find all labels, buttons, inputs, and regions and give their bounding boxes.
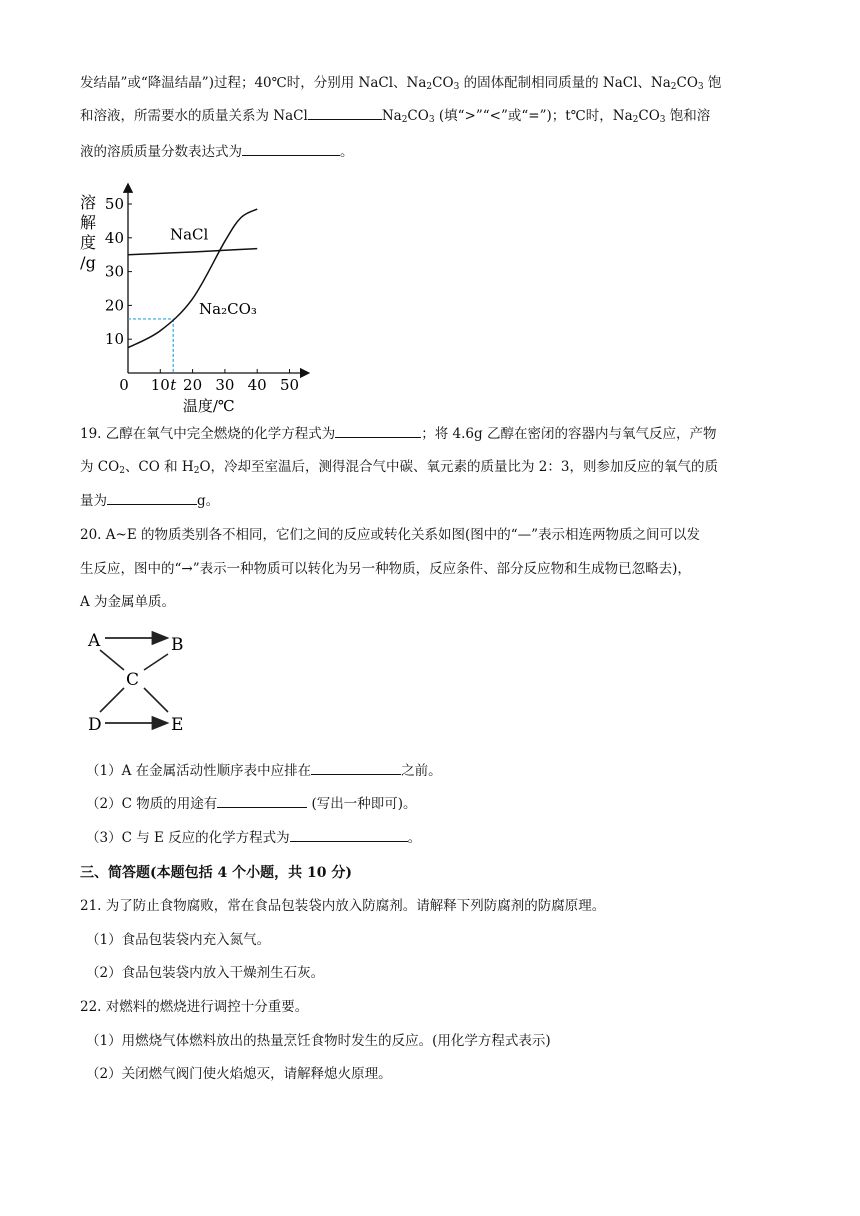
q19-line-3 bbox=[80, 492, 219, 510]
q20-line-1: 20. A~E 的物质类别各不相同，它们之间的反应或转化关系如图(图中的“—”表示相连两物质之间可以发 bbox=[80, 527, 701, 543]
q20-text: 。 bbox=[407, 830, 422, 846]
answer-blank[interactable] bbox=[107, 492, 197, 505]
y-tick-label: 20 bbox=[104, 296, 124, 315]
y-tick-label: 30 bbox=[104, 262, 124, 281]
intro-text: 。 bbox=[340, 144, 354, 160]
q19-text: 为 CO bbox=[80, 459, 120, 475]
subscript: 2 bbox=[426, 82, 433, 92]
q20-text: 之前。 bbox=[401, 763, 442, 779]
intro-text: CO bbox=[676, 75, 698, 91]
x-tick-label: 10 bbox=[150, 376, 170, 394]
node-d: D bbox=[88, 715, 102, 735]
subscript: 2 bbox=[193, 466, 200, 476]
y-axis-label: 度 bbox=[79, 233, 97, 252]
q20-line-3: A 为金属单质。 bbox=[80, 594, 176, 610]
x-tick-label: 40 bbox=[247, 376, 267, 394]
t-guide-lines bbox=[128, 319, 173, 373]
subscript: 2 bbox=[670, 82, 677, 92]
intro-line-3 bbox=[80, 143, 354, 161]
x-tick-label: 20 bbox=[183, 376, 203, 394]
subscript: 3 bbox=[428, 115, 435, 125]
intro-text: 饱 bbox=[703, 75, 722, 91]
q21-sub-1: （1）食品包装袋内充入氮气。 bbox=[86, 932, 271, 948]
chart-axes bbox=[128, 185, 308, 373]
intro-text: CO bbox=[407, 108, 429, 124]
solubility-chart bbox=[76, 168, 326, 416]
intro-text: CO bbox=[432, 75, 454, 91]
x-tick-label: t bbox=[170, 376, 177, 394]
answer-blank[interactable] bbox=[311, 762, 401, 775]
nacl-curve bbox=[128, 249, 257, 255]
node-c: C bbox=[126, 670, 140, 690]
q19-text: 、CO 和 H bbox=[124, 459, 194, 475]
q20-sub-3 bbox=[86, 829, 421, 847]
q19-text: ；将 4.6g 乙醇在密闭的容器内与氧气反应，产物 bbox=[421, 426, 717, 442]
answer-blank[interactable] bbox=[242, 143, 340, 156]
intro-line-1 bbox=[80, 74, 721, 92]
q20-text: (写出一种即可)。 bbox=[307, 796, 417, 812]
link-b-c bbox=[144, 654, 168, 670]
x-tick-label: 0 bbox=[119, 376, 129, 394]
y-axis-label: 解 bbox=[79, 213, 97, 232]
node-a: A bbox=[88, 631, 101, 651]
q22-text: 22. 对燃料的燃烧进行调控十分重要。 bbox=[80, 999, 309, 1015]
intro-text: 液的溶质质量分数表达式为 bbox=[80, 144, 242, 160]
node-b: B bbox=[171, 635, 184, 655]
subscript: 3 bbox=[453, 82, 460, 92]
link-c-e bbox=[144, 688, 168, 712]
q19-text: 19. 乙醇在氧气中完全燃烧的化学方程式为 bbox=[80, 426, 336, 442]
relation-diagram bbox=[84, 626, 194, 738]
q19-line-1 bbox=[80, 425, 716, 443]
y-tick-label: 50 bbox=[104, 195, 124, 213]
link-a-c bbox=[100, 650, 124, 670]
x-tick-label: 30 bbox=[215, 376, 235, 394]
intro-text: 饱和溶 bbox=[665, 108, 711, 124]
q21-text: 21. 为了防止食物腐败，常在食品包装袋内放入防腐剂。请解释下列防腐剂的防腐原理。 bbox=[80, 898, 606, 914]
q20-text: （1）A 在金属活动性顺序表中应排在 bbox=[86, 763, 312, 779]
link-c-d bbox=[100, 688, 124, 712]
q21-sub-2: （2）食品包装袋内放入干燥剂生石灰。 bbox=[86, 965, 325, 981]
q20-text: （2）C 物质的用途有 bbox=[86, 796, 218, 812]
q20-text: （3）C 与 E 反应的化学方程式为 bbox=[86, 830, 290, 846]
series-label-nacl: NaCl bbox=[169, 225, 209, 244]
q19-text: g。 bbox=[197, 493, 220, 509]
x-axis-label: 温度/℃ bbox=[182, 397, 235, 415]
answer-blank[interactable] bbox=[308, 107, 382, 120]
subscript: 3 bbox=[697, 82, 704, 92]
intro-text: Na bbox=[381, 108, 402, 124]
q20-sub-1 bbox=[86, 762, 442, 780]
answer-blank[interactable] bbox=[290, 829, 408, 842]
q19-text: O，冷却至室温后，测得混合气中碳、氧元素的质量比为 2：3，则参加反应的氧气的质 bbox=[199, 459, 718, 475]
q19-text: 量为 bbox=[80, 493, 107, 509]
intro-text: 和溶液，所需要水的质量关系为 NaCl bbox=[80, 108, 308, 124]
y-tick-label: 40 bbox=[104, 228, 124, 247]
subscript: 3 bbox=[659, 115, 666, 125]
intro-line-2 bbox=[80, 107, 710, 125]
q22-sub-2: （2）关闭燃气阀门使火焰熄灭，请解释熄火原理。 bbox=[86, 1066, 392, 1082]
series-label-na2co3: Na₂CO₃ bbox=[199, 299, 257, 318]
intro-text: (填“>”“<”或“=”)；t℃时，Na bbox=[434, 108, 633, 124]
y-axis-label: /g bbox=[80, 253, 96, 272]
subscript: 2 bbox=[401, 115, 408, 125]
answer-blank[interactable] bbox=[217, 795, 307, 808]
subscript: 2 bbox=[119, 466, 125, 476]
q19-line-2 bbox=[80, 458, 718, 476]
q20-line-2: 生反应，图中的“→”表示一种物质可以转化为另一种物质，反应条件、部分反应物和生成物已忽略去)， bbox=[80, 561, 691, 577]
q22-sub-1: （1）用燃烧气体燃料放出的热量烹饪食物时发生的反应。(用化学方程式表示) bbox=[86, 1033, 551, 1049]
intro-text: 的固体配制相同质量的 NaCl、Na bbox=[459, 75, 671, 91]
q20-sub-2 bbox=[86, 795, 417, 813]
subscript: 2 bbox=[632, 115, 639, 125]
intro-text: CO bbox=[638, 108, 660, 124]
x-tick-label: 50 bbox=[279, 376, 300, 394]
answer-blank[interactable] bbox=[335, 425, 421, 438]
section-heading: 三、简答题(本题包括 4 个小题，共 10 分) bbox=[80, 865, 352, 881]
intro-text: 发结晶”或“降温结晶”)过程；40℃时，分别用 NaCl、Na bbox=[80, 75, 427, 91]
y-axis-label: 溶 bbox=[79, 193, 97, 212]
y-tick-label: 10 bbox=[104, 330, 124, 349]
node-e: E bbox=[171, 715, 184, 735]
